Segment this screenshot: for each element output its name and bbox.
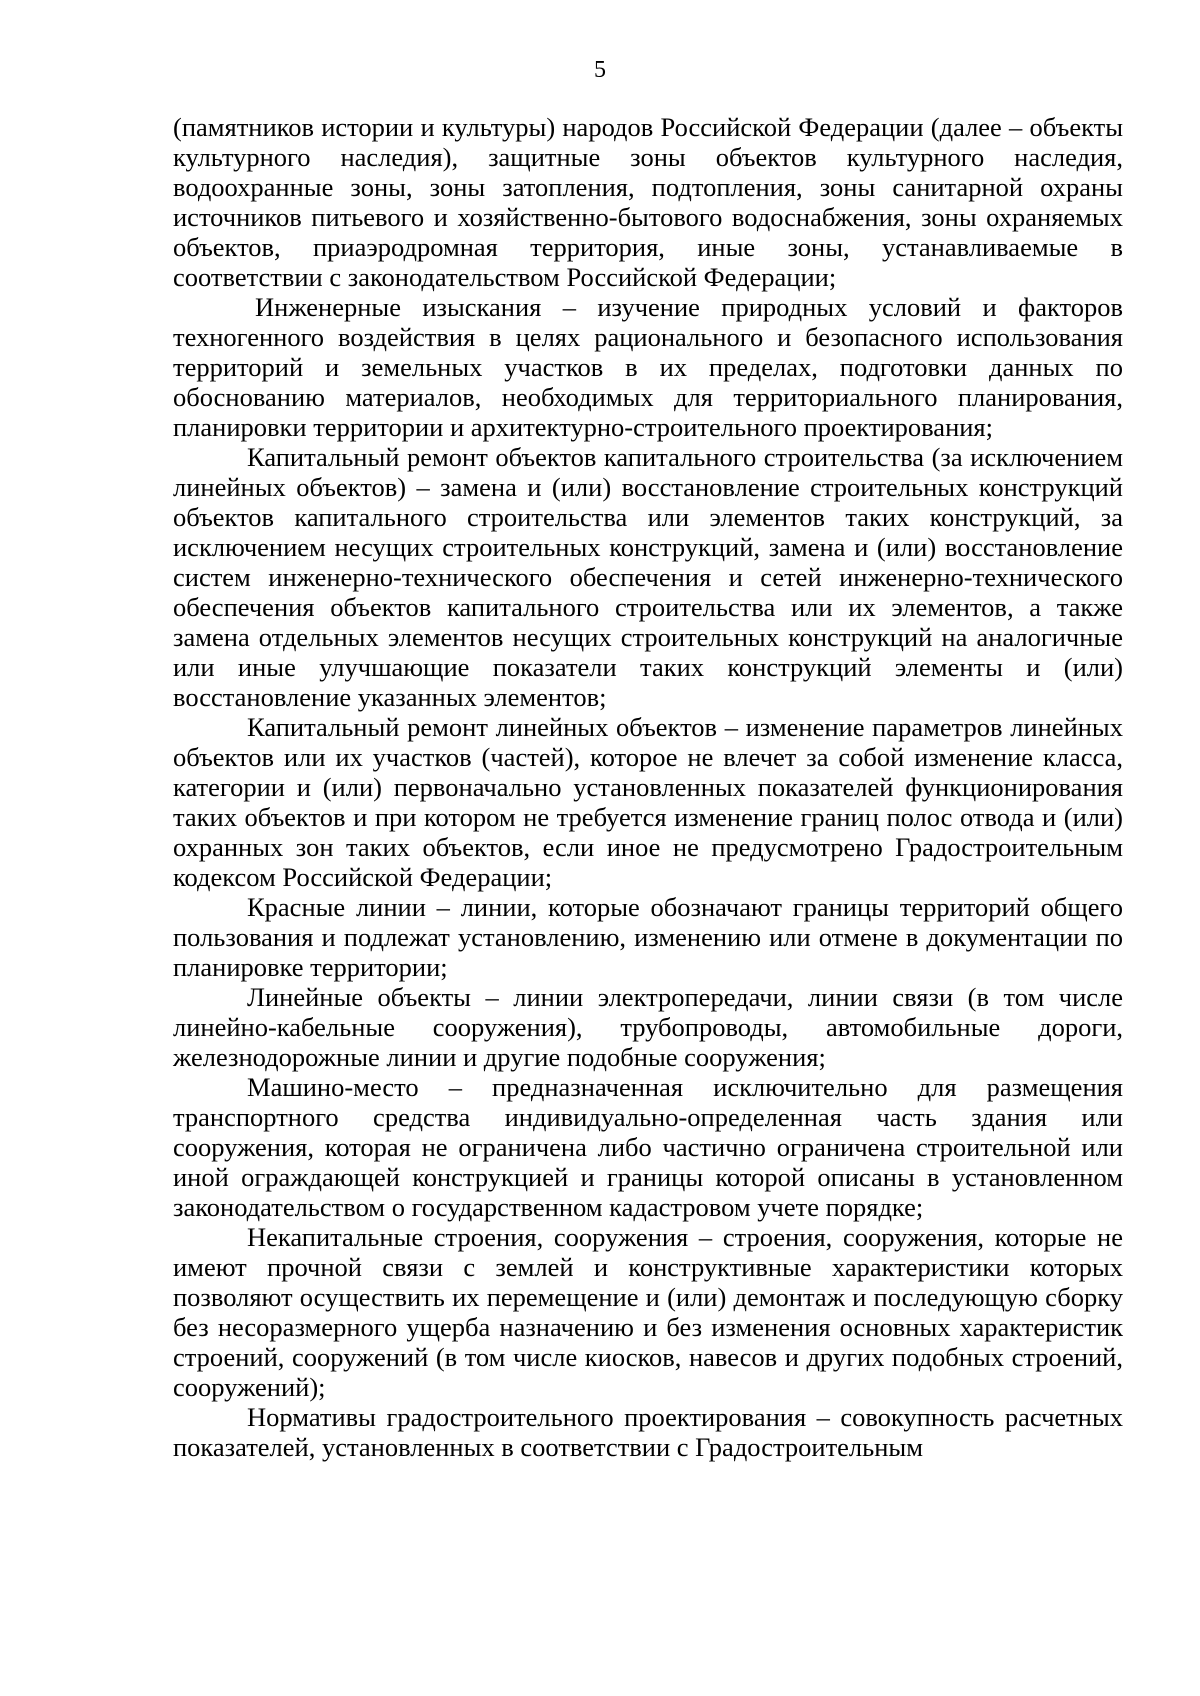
paragraph-engineering-surveys: Инженерные изыскания – изучение природных условий и факторов техногенного воздействия в целях рационального и безопасного использования территорий и земельных участков в их пределах, подготовки данных по обоснованию материалов, необходимых для территориального планирования, планировки территории и архитектурно-строительного проектирования;: [173, 292, 1123, 442]
paragraph-non-capital-structures: Некапитальные строения, сооружения – строения, сооружения, которые не имеют прочной связи с землей и конструктивные характеристики которых позволяют осуществить их перемещение и (или) демонтаж и последующую сборку без несоразмерного ущерба назначению и без изменения основных характеристик строений, сооружений (в том числе киосков, навесов и других подобных строений, сооружений);: [173, 1222, 1123, 1402]
paragraph-parking-space: Машино-место – предназначенная исключительно для размещения транспортного средства индивидуально-определенная часть здания или сооружения, которая не ограничена либо частично ограничена строительной или иной ограждающей конструкцией и границы которой описаны в установленном законодательством о государственном кадастровом учете порядке;: [173, 1072, 1123, 1222]
document-body: [173, 112, 1123, 1462]
paragraph-capital-repair-linear: Капитальный ремонт линейных объектов – изменение параметров линейных объектов или их участков (частей), которое не влечет за собой изменение класса, категории и (или) первоначально установленных показателей функционирования таких объектов и при котором не требуется изменение границ полос отвода и (или) охранных зон таких объектов, если иное не предусмотрено Градостроительным кодексом Российской Федерации;: [173, 712, 1123, 892]
paragraph-linear-objects: Линейные объекты – линии электропередачи, линии связи (в том числе линейно-кабельные сооружения), трубопроводы, автомобильные дороги, железнодорожные линии и другие подобные сооружения;: [173, 982, 1123, 1072]
paragraph-capital-repair-buildings: Капитальный ремонт объектов капитального строительства (за исключением линейных объектов) – замена и (или) восстановление строительных конструкций объектов капитального строительства или элементов таких конструкций, за исключением несущих строительных конструкций, замена и (или) восстановление систем инженерно-технического обеспечения и сетей инженерно-технического обеспечения объектов капитального строительства или их элементов, а также замена отдельных элементов несущих строительных конструкций на аналогичные или иные улучшающие показатели таких конструкций элементы и (или) восстановление указанных элементов;: [173, 442, 1123, 712]
paragraph-planning-standards: Нормативы градостроительного проектирования – совокупность расчетных показателей, установленных в соответствии с Градостроительным: [173, 1402, 1123, 1462]
paragraph-continuation: (памятников истории и культуры) народов Российской Федерации (далее – объекты культурного наследия), защитные зоны объектов культурного наследия, водоохранные зоны, зоны затопления, подтопления, зоны санитарной охраны источников питьевого и хозяйственно-бытового водоснабжения, зоны охраняемых объектов, приаэродромная территория, иные зоны, устанавливаемые в соответствии с законодательством Российской Федерации;: [173, 112, 1123, 292]
page-number: 5: [594, 57, 606, 83]
paragraph-red-lines: Красные линии – линии, которые обозначают границы территорий общего пользования и подлежат установлению, изменению или отмене в документации по планировке территории;: [173, 892, 1123, 982]
